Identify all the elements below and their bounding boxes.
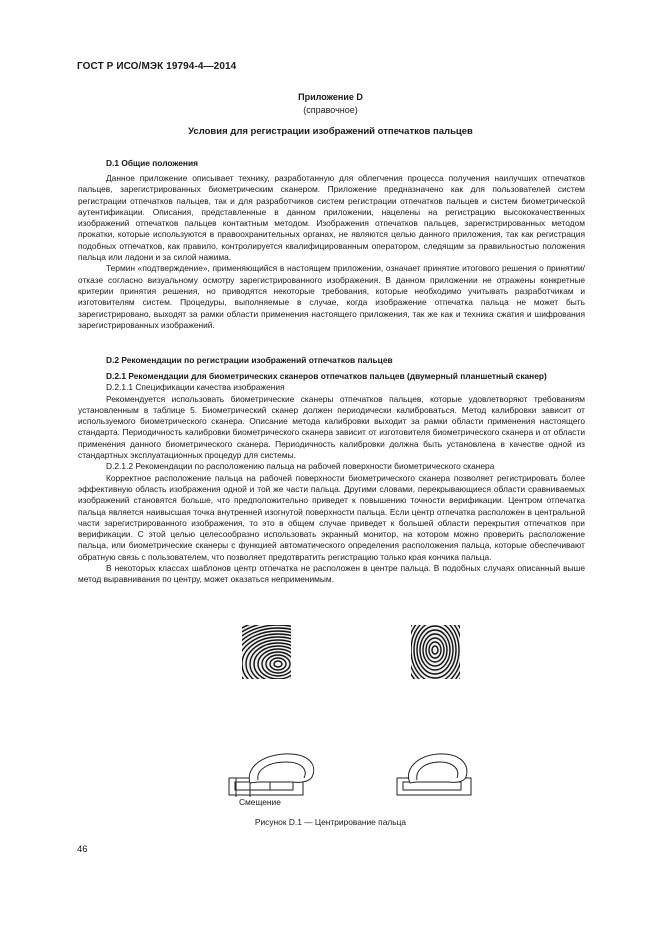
standard-header: ГОСТ Р ИСО/МЭК 19794-4—2014 <box>77 61 237 72</box>
annex-title: Приложение D <box>298 92 363 102</box>
offset-label: Смещение <box>239 797 281 807</box>
scanner-centered-diagram <box>397 754 471 795</box>
fingerprint-image-centered <box>399 620 471 698</box>
figure-finger-centering <box>0 620 661 840</box>
fingerprint-image-offset <box>218 620 338 709</box>
paragraph: Корректное расположение пальца на рабочей поверхности биометрического сканера позволяет регистрировать более эффективную область изображения одной и той же части пальца. Другими словами, перекрывающиеся области сравниваемых изображений становятся больше, что предположительно приведет к повышению точности верификации. Центром отпечатка пальца является наивысшая точка внутренней изогнутой поверхности пальца. Если центр отпечатка расположен в центральной части зарегистрированного изображения, то это в общем случае приведет к большей области перекрытия отпечатков при верификации. С этой целью целесообразно использовать экранный монитор, на котором можно проверить расположение пальца, или биометрические сканеры с функцией автоматического определения расположения пальца, которые обеспечивают обратную связь с пользователем, что позволяет предотвратить регистрацию только края кончика пальца. <box>78 472 585 562</box>
subsection-heading: D.2.1 Рекомендации для биометрических сканеров отпечатков пальцев (двумерный планшетный сканер) <box>106 371 547 381</box>
paragraph: Рекомендуется использовать биометрические сканеры отпечатков пальцев, которые удовлетворяют требованиям установленным в таблице 5. Биометрический сканер должен периодически калиброваться. Метод калибровки зависит от используемого биометрического сканера. Описание метода калибровки выходит за рамки области применения настоящего стандарта. Периодичность калибровки биометрического сканера зависит от изготовителя биометрического сканера и от области применения данного биометрического сканера. Периодичность калибровки должна быть установлена в качестве одной из стандартных эксплуатационных процедур для системы. <box>78 393 585 461</box>
annex-subtitle: (справочное) <box>303 105 358 115</box>
figure-caption: Рисунок D.1 — Центрирование пальца <box>254 817 407 827</box>
subsection-heading: D.2.1.2 Рекомендации по расположению пальца на рабочей поверхности биометрического сканера <box>106 461 495 472</box>
section-body <box>78 173 585 331</box>
paragraph: Данное приложение описывает технику, разработанную для облегчения процесса получения наилучших отпечатков пальцев, зарегистрированных биометрическим сканером. Приложение предназначено как для пользователей систем регистрации отпечатков пальцев, так и для разработчиков систем регистрации отпечатков пальцев и систем биометрической аутентификации. Описания, представленные в данном приложении, нацелены на регистрацию высококачественных изображений отпечатков пальцев контактным методом. Изображения отпечатков пальцев, зарегистрированных методом прокатки, которые используются в правоохранительных органах, не являются целью данного приложения, так как регистрация подобных отпечатков, как правило, контролируется квалифицированным оператором, следящим за правильностью положения пальца или ладони и за силой нажима. <box>78 173 585 263</box>
section-body <box>78 371 585 586</box>
scanner-offset-diagram <box>229 754 314 797</box>
subsection-heading: D.2.1.1 Спецификации качества изображения <box>106 382 285 393</box>
main-title: Условия для регистрации изображений отпечатков пальцев <box>188 126 473 137</box>
page-number: 46 <box>77 844 88 855</box>
paragraph: Термин «подтверждение», применяющийся в настоящем приложении, означает принятие итогового решения о принятии/отказе согласно визуальному осмотру зарегистрированного изображения. В данном приложении не отражены конкретные критерии принятия решения, но приводятся некоторые требования, которые необходимо учитывать разработчикам и изготовителям систем. Процедуры, выполняемые в случае, когда изображение отпечатка пальца не может быть зарегистрировано, выходят за рамки области применения настоящего приложения, так же как и техника сжатия и шифрования зарегистрированных изображений. <box>78 263 585 330</box>
section-heading: D.2 Рекомендации по регистрации изображений отпечатков пальцев <box>106 355 393 365</box>
section-heading: D.1 Общие положения <box>106 158 199 168</box>
paragraph: В некоторых классах шаблонов центр отпечатка не расположен в центре пальца. В подобных случаях описанный выше метод выравнивания по центру, может оказаться неприменимым. <box>78 563 585 585</box>
